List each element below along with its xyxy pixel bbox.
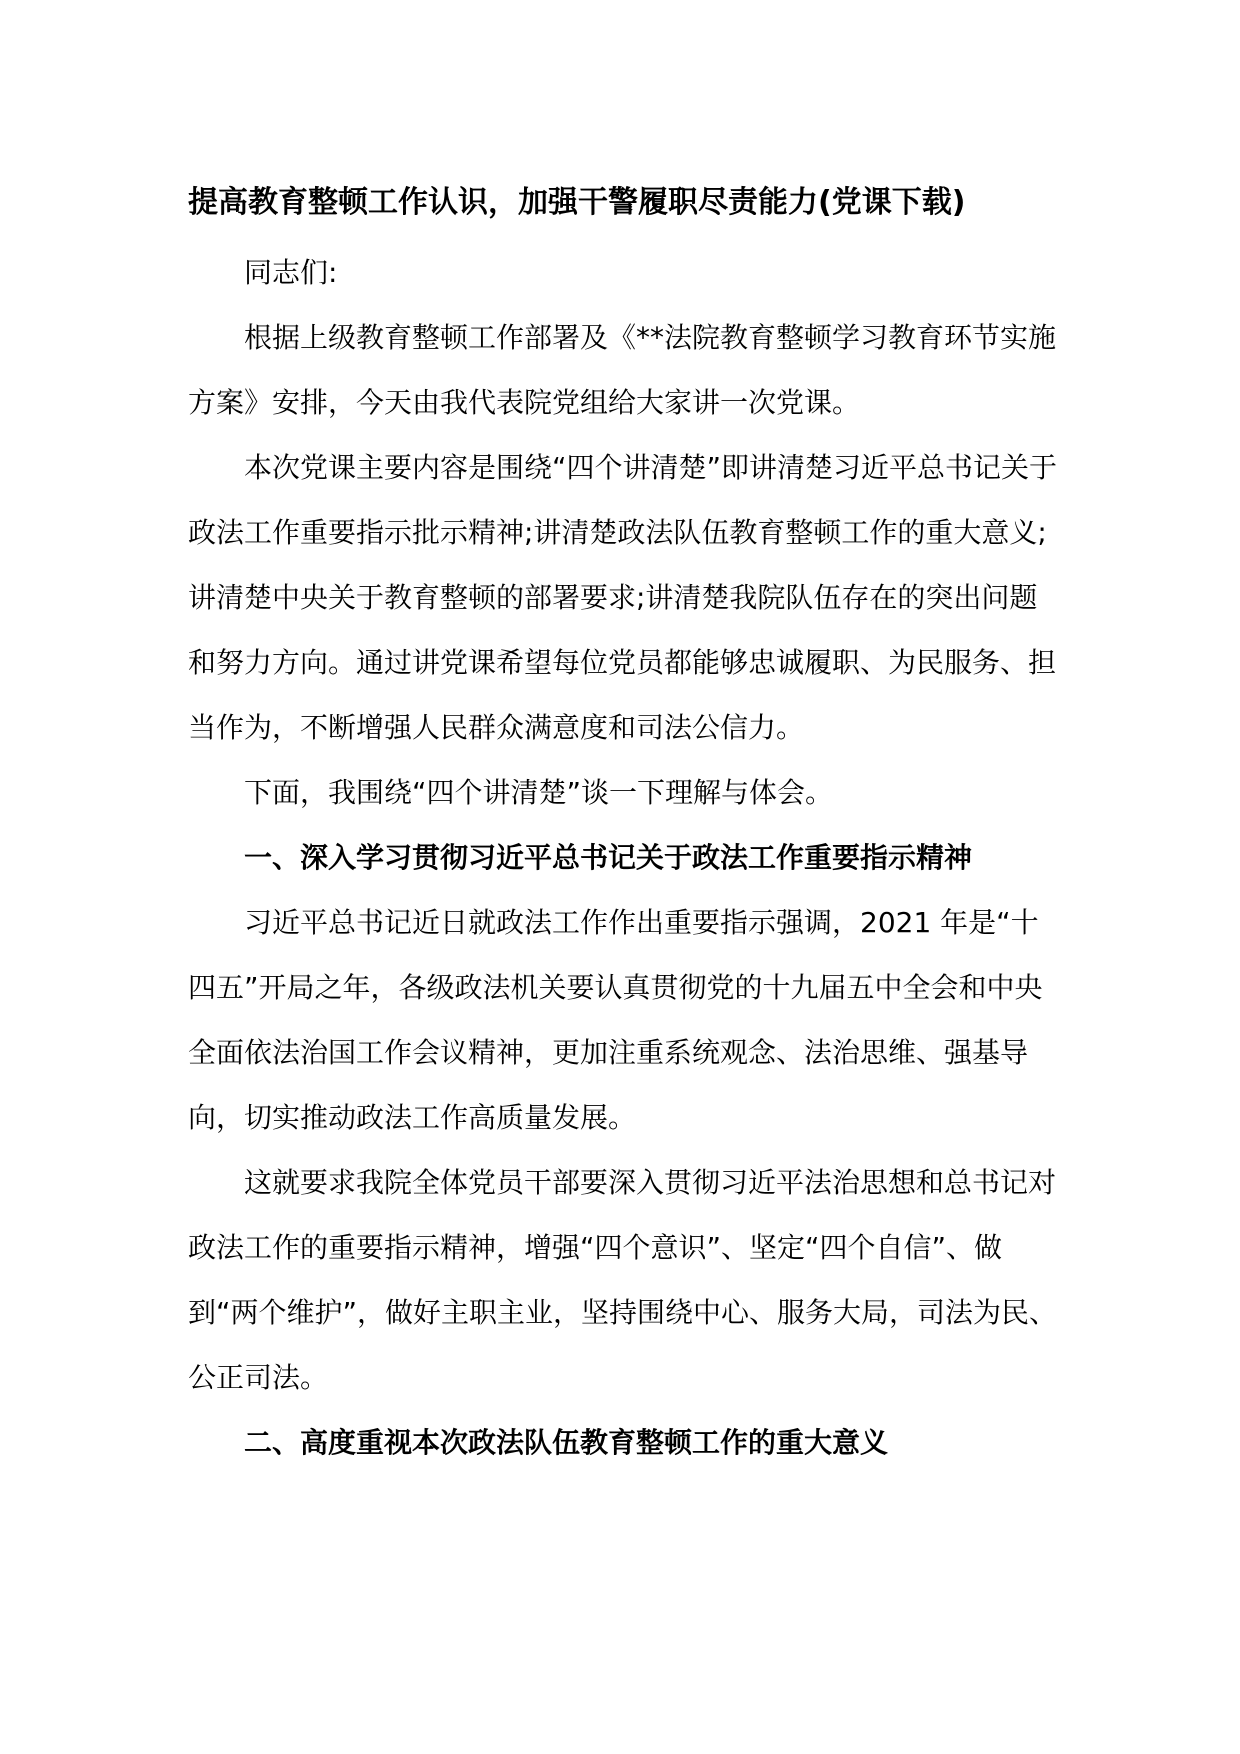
document-title: 提高教育整顿工作认识，加强干警履职尽责能力(党课下载) bbox=[188, 185, 966, 220]
section1-paragraph-1: 习近平总书记近日就政法工作作出重要指示强调，2021 年是“十四五”开局之年，各级政法机关要认真贯彻党的十九届五中全会和中央全面依法治国工作会议精神，更加注重系统观念、法治思维、强基导向，切实推动政法工作高质量发展。 bbox=[188, 906, 1043, 1134]
section-heading-1: 一、深入学习贯彻习近平总书记关于政法工作重要指示精神 bbox=[244, 841, 973, 874]
paragraph-transition: 下面，我围绕“四个讲清楚”谈一下理解与体会。 bbox=[244, 776, 834, 809]
paragraph-intro: 根据上级教育整顿工作部署及《**法院教育整顿学习教育环节实施方案》安排，今天由我代表院党组给大家讲一次党课。 bbox=[188, 321, 1057, 419]
section-heading-2: 二、高度重视本次政法队伍教育整顿工作的重大意义 bbox=[244, 1426, 889, 1459]
paragraph-content: 本次党课主要内容是围绕“四个讲清楚”即讲清楚习近平总书记关于政法工作重要指示批示精神;讲清楚政法队伍教育整顿工作的重大意义;讲清楚中央关于教育整顿的部署要求;讲清楚我院队伍存在的突出问题和努力方向。通过讲党课希望每位党员都能够忠诚履职、为民服务、担当作为，不断增强人民群众满意度和司法公信力。 bbox=[188, 451, 1058, 744]
salutation: 同志们: bbox=[244, 256, 338, 289]
document-page bbox=[188, 178, 1063, 1475]
section1-paragraph-2: 这就要求我院全体党员干部要深入贯彻习近平法治思想和总书记对政法工作的重要指示精神，增强“四个意识”、坚定“四个自信”、做到“两个维护”，做好主职主业，坚持围绕中心、服务大局，司法为民、公正司法。 bbox=[188, 1166, 1058, 1394]
